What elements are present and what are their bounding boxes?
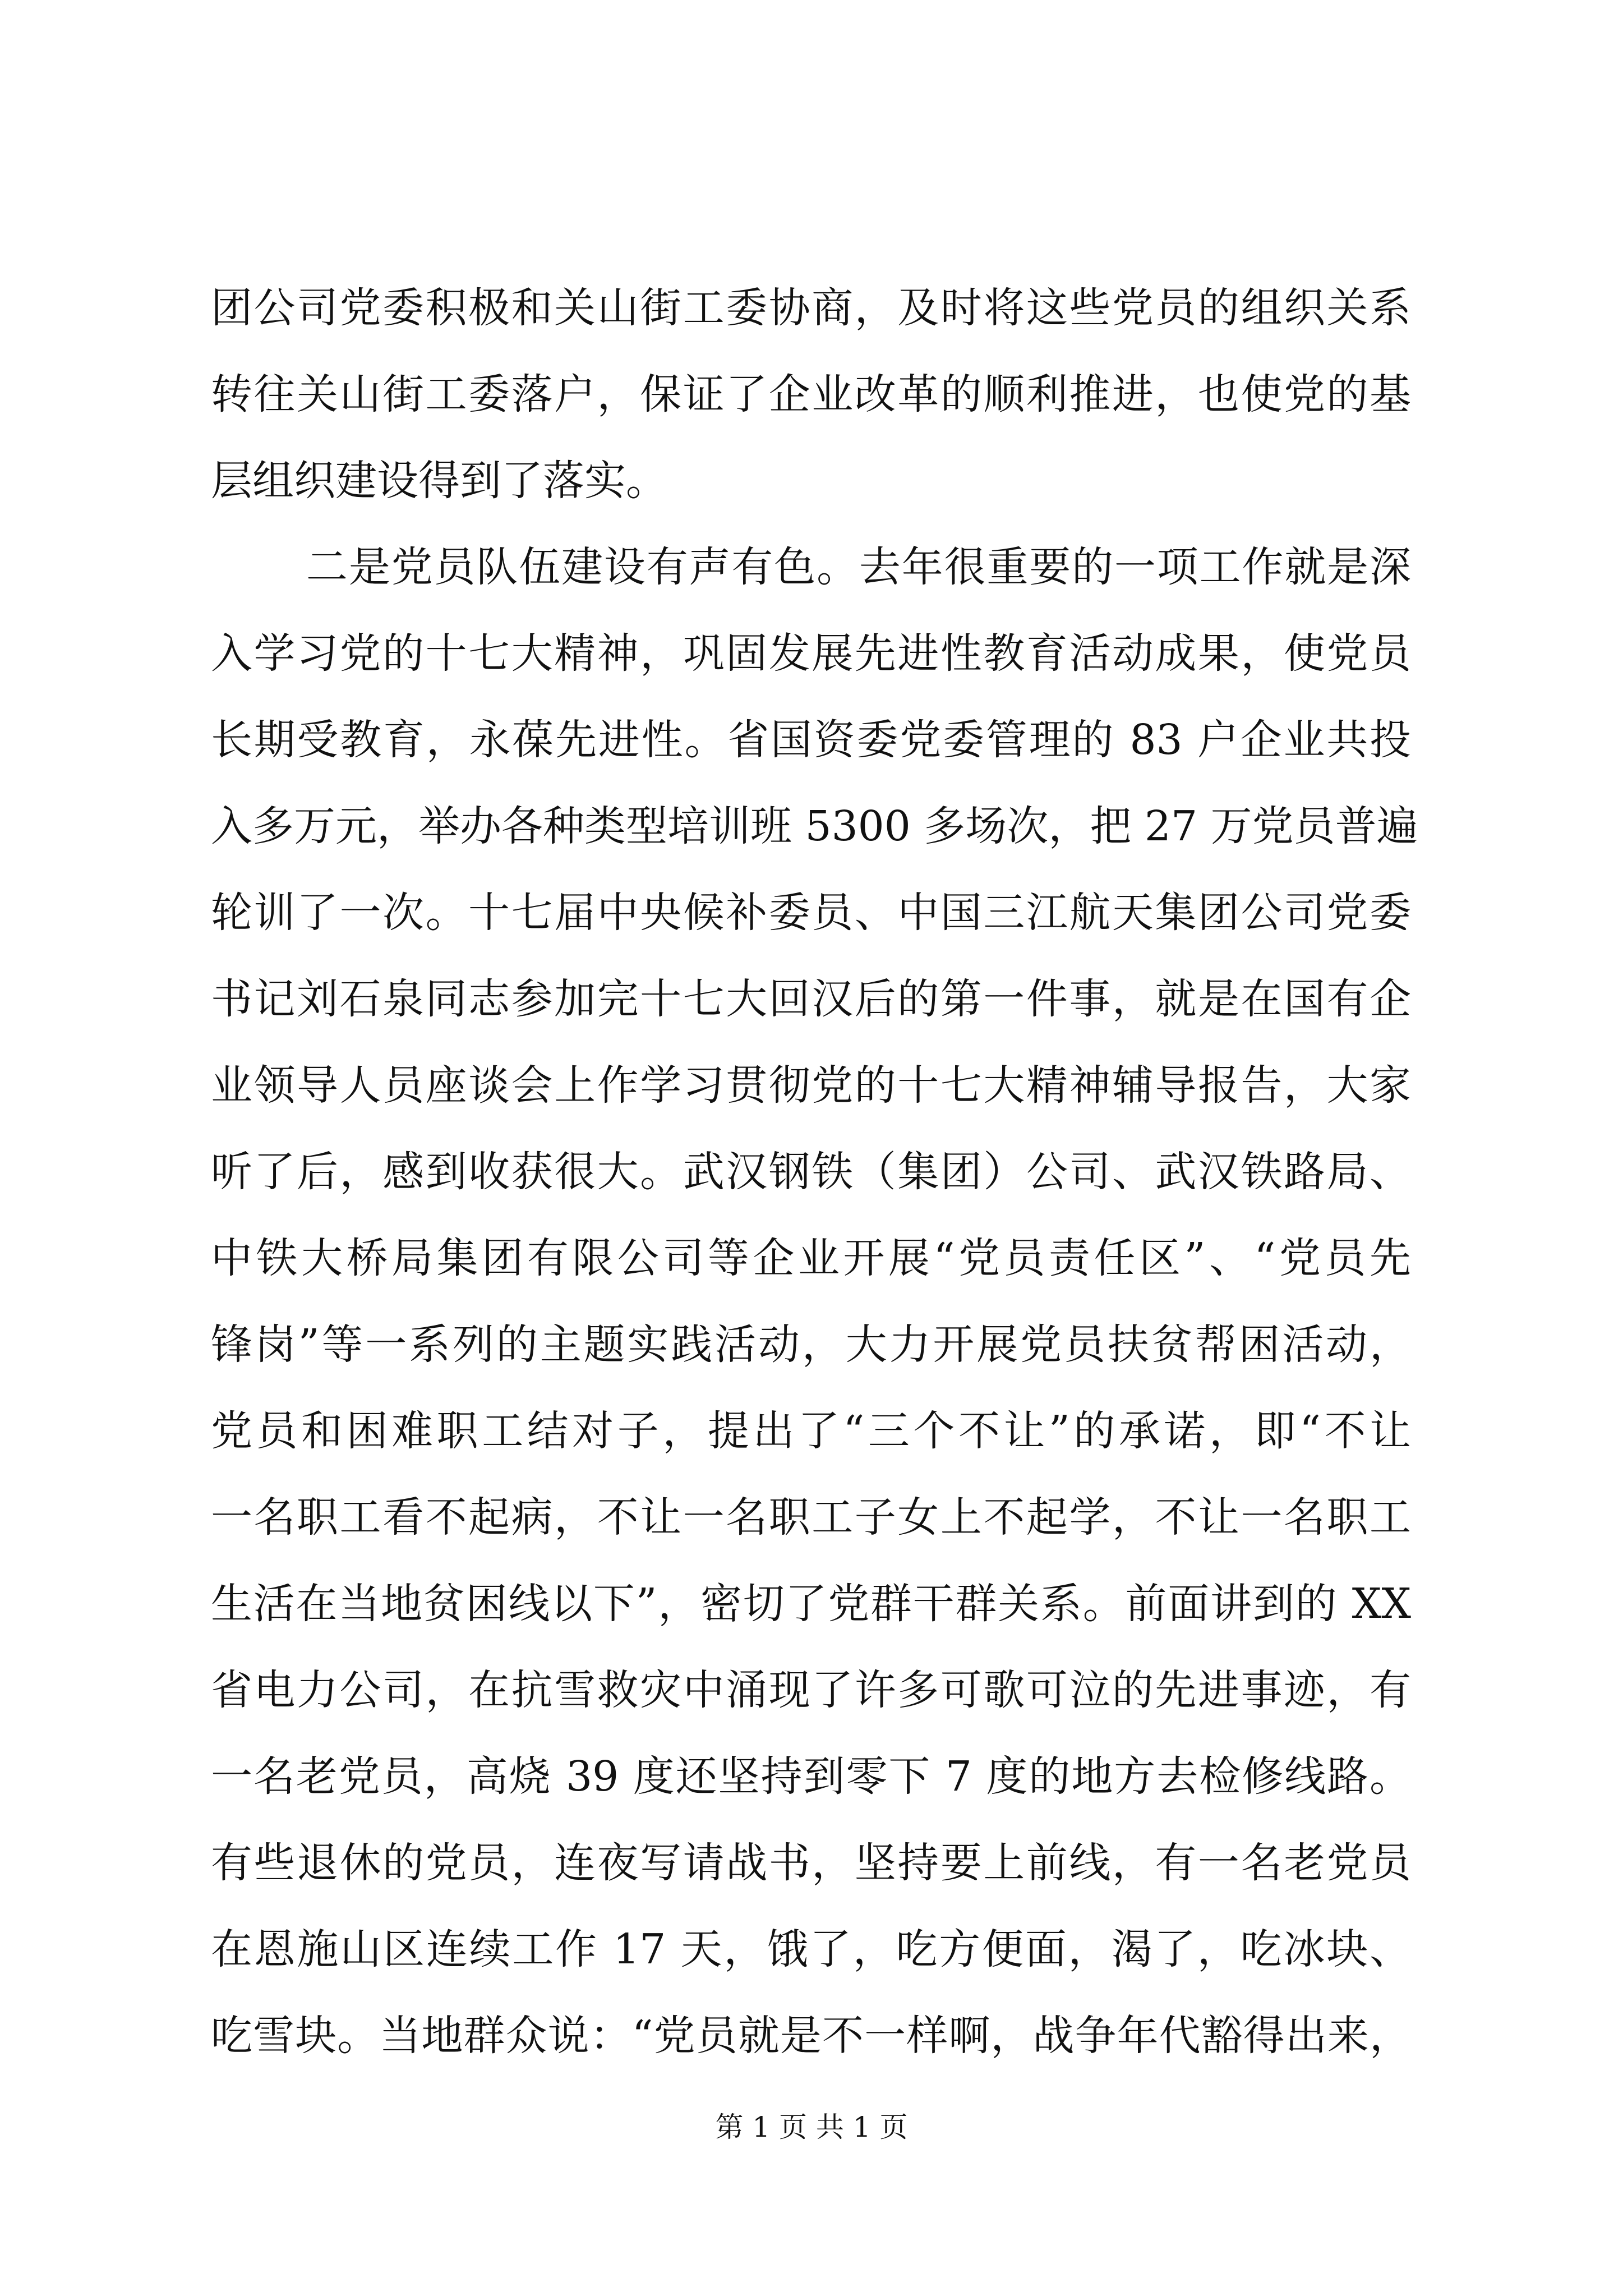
text-line: 长期受教育，永葆先进性。省国资委党委管理的 83 户企业共投 — [211, 716, 1411, 764]
text-line: 有些退休的党员，连夜写请战书，坚持要上前线，有一名老党员 — [211, 1839, 1411, 1887]
text-line: 团公司党委积极和关山街工委协商，及时将这些党员的组织关系 — [211, 284, 1411, 332]
text-line: 业领导人员座谈会上作学习贯彻党的十七大精神辅导报告，大家 — [211, 1061, 1411, 1110]
text-line: 层组织建设得到了落实。 — [211, 457, 667, 505]
page-number-label: 第 1 页 共 1 页 — [715, 2111, 908, 2143]
text-line: 中铁大桥局集团有限公司等企业开展“党员责任区”、“党员先 — [211, 1234, 1411, 1282]
text-line: 入多万元，举办各种类型培训班 5300 多场次，把 27 万党员普遍 — [211, 802, 1418, 850]
text-line: 省电力公司，在抗雪救灾中涌现了许多可歌可泣的先进事迹，有 — [211, 1666, 1411, 1714]
text-line: 生活在当地贫困线以下”，密切了党群干群关系。前面讲到的 XX — [211, 1580, 1411, 1628]
text-line: 转往关山街工委落户，保证了企业改革的顺利推进，也使党的基 — [211, 370, 1411, 418]
text-line: 一名职工看不起病，不让一名职工子女上不起学，不让一名职工 — [211, 1493, 1411, 1542]
text-line: 听了后，感到收获很大。武汉钢铁（集团）公司、武汉铁路局、 — [211, 1148, 1411, 1196]
document-body — [211, 265, 1418, 2079]
paragraph-first-line: 二是党员队伍建设有声有色。去年很重要的一项工作就是深 — [306, 543, 1411, 591]
page-footer — [0, 2110, 1623, 2144]
text-line: 书记刘石泉同志参加完十七大回汉后的第一件事，就是在国有企 — [211, 975, 1411, 1023]
text-line: 吃雪块。当地群众说：“党员就是不一样啊，战争年代豁得出来， — [211, 2012, 1411, 2060]
text-line: 党员和困难职工结对子，提出了“三个不让”的承诺，即“不让 — [211, 1407, 1411, 1455]
text-line: 一名老党员，高烧 39 度还坚持到零下 7 度的地方去检修线路。 — [211, 1752, 1411, 1801]
text-line: 在恩施山区连续工作 17 天，饿了，吃方便面，渴了，吃冰块、 — [211, 1925, 1411, 1973]
text-line: 入学习党的十七大精神，巩固发展先进性教育活动成果，使党员 — [211, 629, 1411, 678]
text-line: 轮训了一次。十七届中央候补委员、中国三江航天集团公司党委 — [211, 889, 1411, 937]
text-line: 锋岗”等一系列的主题实践活动，大力开展党员扶贫帮困活动， — [211, 1320, 1411, 1369]
